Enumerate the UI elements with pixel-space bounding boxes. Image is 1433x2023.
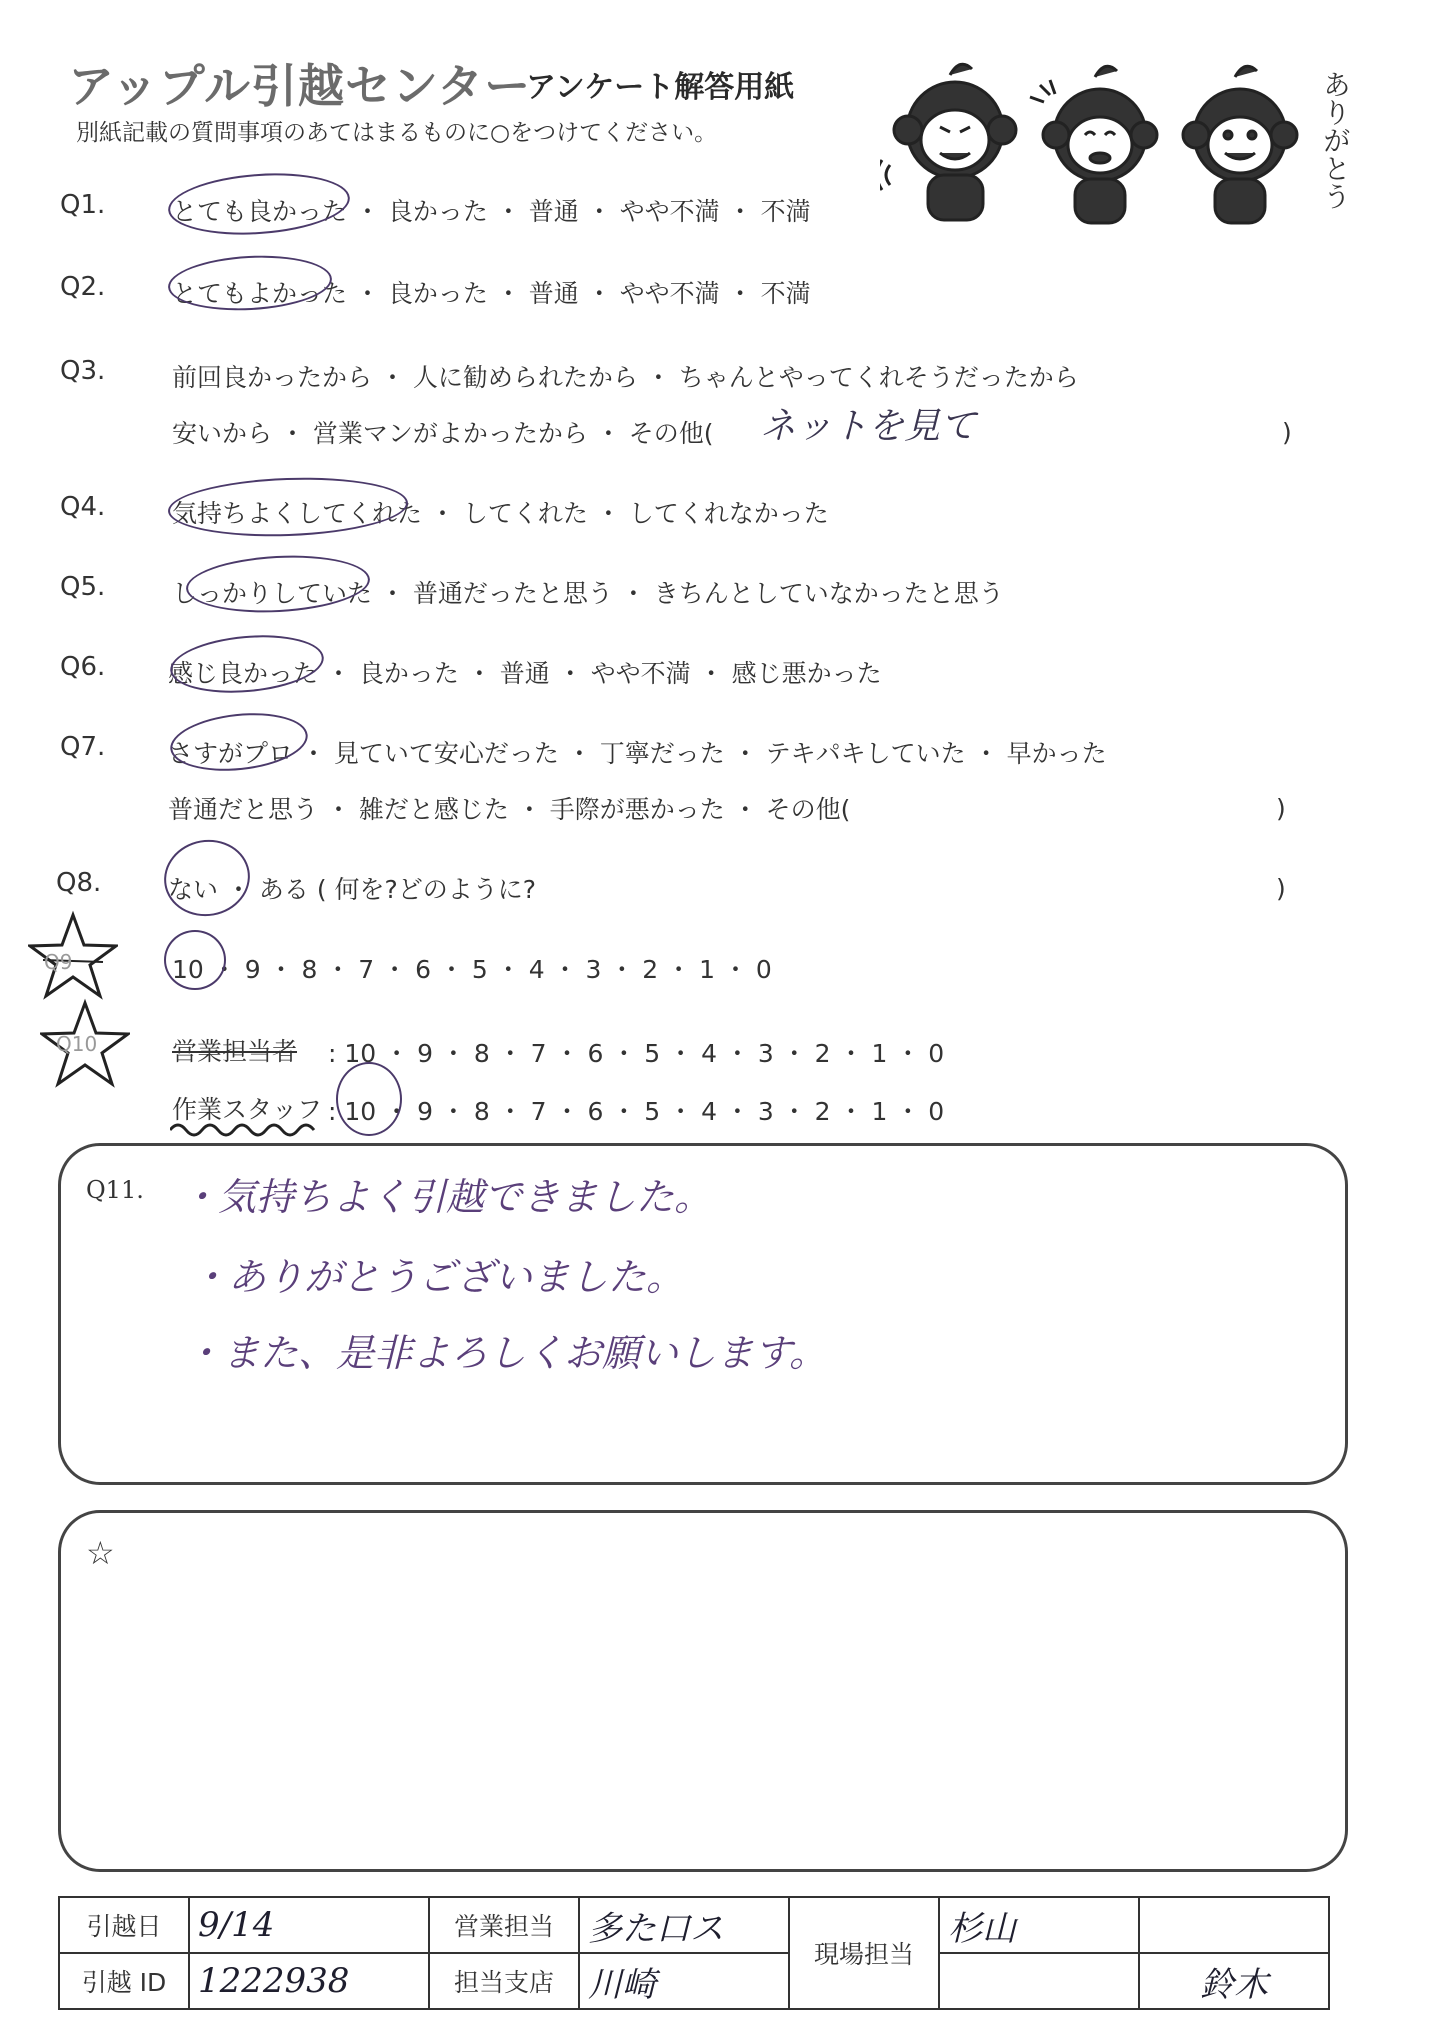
q3-label: Q3. [60,356,106,386]
branch-value [579,1953,789,2009]
wave-underline-icon [170,1118,320,1138]
q1-selection-circle [166,168,352,241]
q1-label: Q1. [60,190,106,220]
star-scribble-icon [28,910,118,1000]
move-date-text: 9/14 [198,1905,275,1945]
site-rep-label: 現場担当 [789,1897,939,2009]
monkey-mascots-icon [880,55,1380,235]
site-rep-text-2: 鈴木 [1200,1964,1268,2005]
q3-options-line2: 安いから ・ 営業マンがよかったから ・ その他( [172,419,714,448]
q10-sales-scale: : 10 ・ 9 ・ 8 ・ 7 ・ 6 ・ 5 ・ 4 ・ 3 ・ 2 ・ 1 ・ 0 [328,1039,945,1068]
q3-handwritten-other: ネットを見て [760,406,977,447]
mascot-illustration [880,55,1380,235]
q10-staff-selection-circle [336,1062,402,1136]
company-title: アップル引越センター [68,59,532,113]
q9-scale: 10 ・ 9 ・ 8 ・ 7 ・ 6 ・ 5 ・ 4 ・ 3 ・ 2 ・ 1 ・ 0 [172,955,772,984]
q5-label: Q5. [60,572,106,602]
q11-comment-line1: ・気持ちよく引越できました。 [180,1175,713,1219]
q11-label: Q11. [86,1176,144,1204]
q10-label: Q10 [56,1032,98,1056]
q2-options: とてもよかった ・ 良かった ・ 普通 ・ やや不満 ・ 不満 [172,279,811,308]
move-id-label: 引越 ID [59,1953,189,2009]
q7-options-line2: 普通だと思う ・ 雑だと感じた ・ 手際が悪かった ・ その他( [168,795,851,824]
q10-staff-scale: : 10 ・ 9 ・ 8 ・ 7 ・ 6 ・ 5 ・ 4 ・ 3 ・ 2 ・ 1 ・ 0 [328,1097,945,1126]
q7-label: Q7. [60,732,106,762]
form-subtitle: アンケート解答用紙 [526,70,795,105]
move-id-value [189,1953,429,2009]
q3-options-line1: 前回良かったから ・ 人に勧められたから ・ ちゃんとやってくれそうだったから [172,363,1079,392]
sales-rep-label: 営業担当 [429,1897,579,1953]
q5-options: しっかりしていた ・ 普通だったと思う ・ きちんとしていなかったと思う [172,579,1004,608]
move-id-text: 1222938 [198,1961,350,2001]
q10-sales-label: 営業担当者 [172,1037,298,1066]
q4-label: Q4. [60,492,106,522]
move-date-value [189,1897,429,1953]
branch-text: 川崎 [588,1964,656,2005]
q3-close-paren: ) [1282,418,1292,447]
q10-staff-label: 作業スタッフ [172,1095,323,1124]
q4-selection-circle [167,474,409,540]
q9-selection-circle [164,930,226,990]
q6-options: 感じ良かった ・ 良かった ・ 普通 ・ やや不満 ・ 感じ悪かった [168,659,882,688]
star-comment-box [58,1510,1348,1872]
instruction-text: 別紙記載の質問事項のあてはまるものに○をつけてください。 [76,120,718,146]
q6-label: Q6. [60,652,106,682]
q8-close-paren: ) [1276,874,1286,903]
site-rep-blank-2 [939,1953,1139,2009]
star-box-label: ☆ [86,1534,115,1572]
site-rep-text-1: 杉山 [948,1908,1016,1949]
site-rep-value-1 [939,1897,1139,1953]
site-rep-blank-1 [1139,1897,1329,1953]
thank-you-caption: ありがとう [1319,70,1352,210]
q8-label: Q8. [56,868,102,898]
q8-options: ない ・ ある ( 何を?どのように? [168,875,537,904]
move-date-label: 引越日 [59,1897,189,1953]
branch-label: 担当支店 [429,1953,579,2009]
q11-comment-line3: ・また、是非よろしくお願いします。 [184,1331,827,1375]
q7-close-paren: ) [1276,794,1286,823]
q1-options: とても良かった ・ 良かった ・ 普通 ・ やや不満 ・ 不満 [172,197,811,226]
q8-selection-circle [158,833,256,923]
q9-label: Q9 [44,950,73,974]
footer-info-table [58,1896,1330,2010]
q11-comment-line2: ・ありがとうございました。 [190,1255,685,1299]
site-rep-value-2 [1139,1953,1329,2009]
q2-label: Q2. [60,272,106,302]
q4-options: 気持ちよくしてくれた ・ してくれた ・ してくれなかった [172,499,829,528]
q10-staff-wave-underline [170,1118,320,1138]
sales-rep-value [579,1897,789,1953]
sales-rep-text: 多た口ス [588,1908,724,1949]
q9-star-mark [28,910,118,1000]
q7-options-line1: さすがプロ ・ 見ていて安心だった ・ 丁寧だった ・ テキパキしていた ・ 早かった [168,739,1107,768]
